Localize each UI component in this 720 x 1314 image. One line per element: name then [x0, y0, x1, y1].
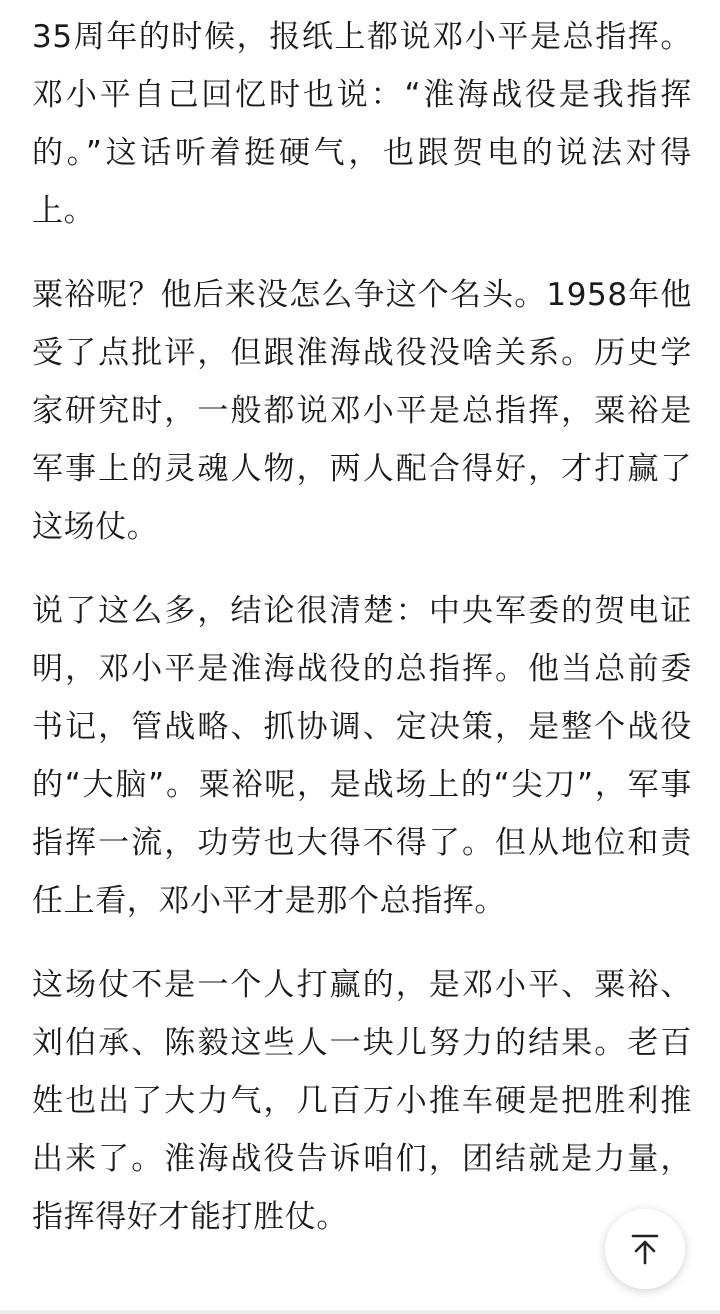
bottom-divider: [0, 1310, 720, 1314]
paragraph-2: 粟裕呢？他后来没怎么争这个名头。1958年他受了点批评，但跟淮海战役没啥关系。历史学家研究时，一般都说邓小平是总指挥，粟裕是军事上的灵魂人物，两人配合得好，才打赢了这场仗。: [32, 277, 692, 545]
paragraph-1: 35周年的时候，报纸上都说邓小平是总指挥。邓小平自己回忆时也说：“淮海战役是我指挥的。”这话听着挺硬气，也跟贺电的说法对得上。: [32, 19, 692, 229]
article-body: [32, 8, 692, 1272]
back-to-top-button[interactable]: [605, 1209, 685, 1289]
paragraph-4: 这场仗不是一个人打赢的，是邓小平、粟裕、刘伯承、陈毅这些人一块儿努力的结果。老百姓也出了大力气，几百万小推车硬是把胜利推出来了。淮海战役告诉咱们，团结就是力量，指挥得好才能打胜仗。: [32, 967, 692, 1235]
paragraph-3: 说了这么多，结论很清楚：中央军委的贺电证明，邓小平是淮海战役的总指挥。他当总前委书记，管战略、抓协调、定决策，是整个战役的“大脑”。粟裕呢，是战场上的“尖刀”，军事指挥一流，功劳也大得不得了。但从地位和责任上看，邓小平才是那个总指挥。: [32, 593, 692, 919]
arrow-up-icon: [628, 1232, 662, 1266]
